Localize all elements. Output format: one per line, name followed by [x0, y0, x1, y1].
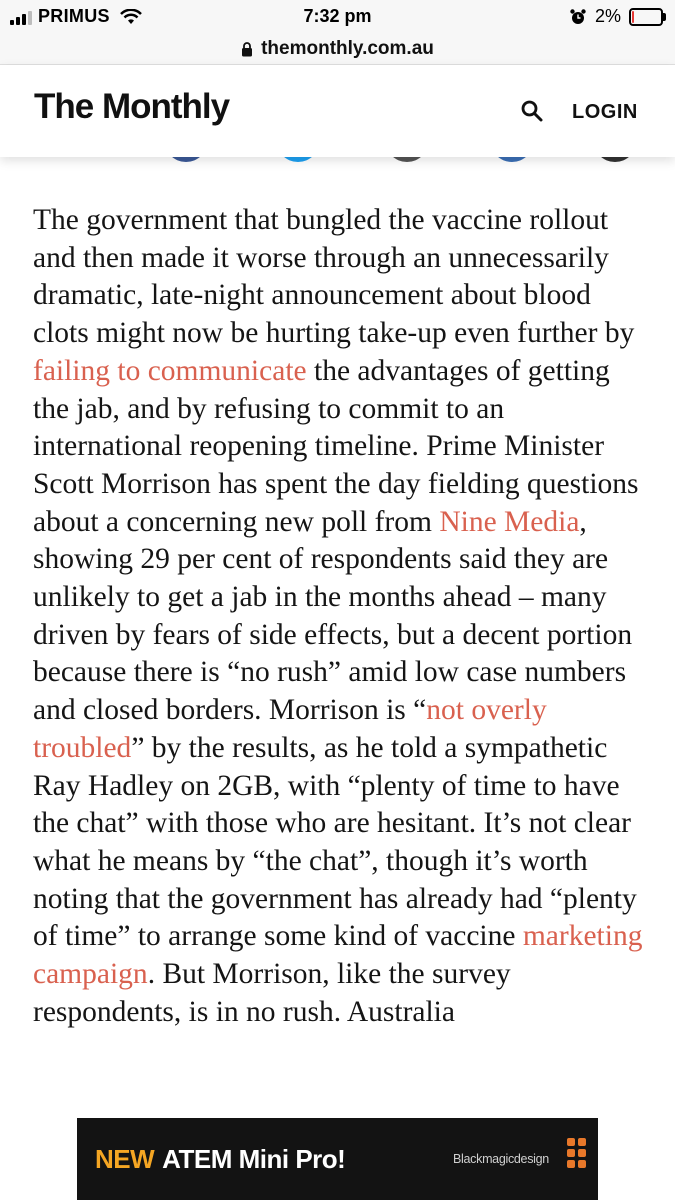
- status-bar: [0, 0, 675, 34]
- ad-product: ATEM Mini Pro!: [162, 1143, 346, 1174]
- paragraph-text: The government that bungled the vaccine rollout and then made it worse through an unnecessarily dramatic, late-night announcement about blood clots might now be hurting take-up even further by: [33, 204, 635, 350]
- link-marketing-campaign[interactable]: marketing campaign: [33, 920, 643, 991]
- ad-highlight: NEW: [95, 1143, 155, 1174]
- alarm-icon: [569, 8, 587, 26]
- ad-banner[interactable]: [77, 1118, 598, 1200]
- lock-icon: [241, 42, 253, 57]
- login-button[interactable]: LOGIN: [572, 101, 638, 123]
- link-failing-to-communicate[interactable]: failing to communicate: [33, 354, 307, 387]
- status-time: 7:32 pm: [303, 6, 372, 26]
- status-right: [569, 6, 663, 27]
- site-logo[interactable]: The Monthly: [34, 87, 230, 126]
- paragraph-text: the advantages of getting the jab, and by refusing to commit to an international reopening timeline. Prime Minister Scott Morrison has spent the day fielding questions about a concerning new poll from: [33, 354, 639, 538]
- paragraph-text: . But Morrison, like the survey respondents, is in no rush. Australia: [33, 958, 511, 1028]
- link-nine-media[interactable]: Nine Media: [439, 505, 580, 538]
- article-body: [0, 158, 675, 1118]
- carrier-name: PRIMUS: [38, 6, 110, 26]
- ad-brand: Blackmagicdesign: [453, 1152, 549, 1166]
- site-header: [0, 65, 675, 157]
- battery-percent: 2%: [594, 6, 621, 26]
- blackmagic-logo-icon: [567, 1138, 586, 1168]
- article-paragraph: [33, 202, 648, 1031]
- paragraph-text: , showing 29 per cent of respondents said they are unlikely to get a jab in the months ahead – many driven by fears of side effects, but a decent portion because there is “no rush” amid low case numbers and closed borders. Morrison is “: [33, 505, 633, 727]
- battery-icon: [629, 8, 663, 26]
- paragraph-text: ” by the results, as he told a sympathetic Ray Hadley on 2GB, with “plenty of time to have the chat” with those who are hesitant. It’s not clear what he means by “the chat”, though it’s worth noting that the government has already had “plenty of time” to arrange some kind of vaccine: [33, 731, 637, 953]
- url-bar[interactable]: [0, 34, 675, 65]
- link-not-overly-troubled[interactable]: not overly troubled: [33, 694, 547, 764]
- search-icon[interactable]: [520, 99, 544, 123]
- url-domain[interactable]: themonthly.com.au: [261, 38, 434, 59]
